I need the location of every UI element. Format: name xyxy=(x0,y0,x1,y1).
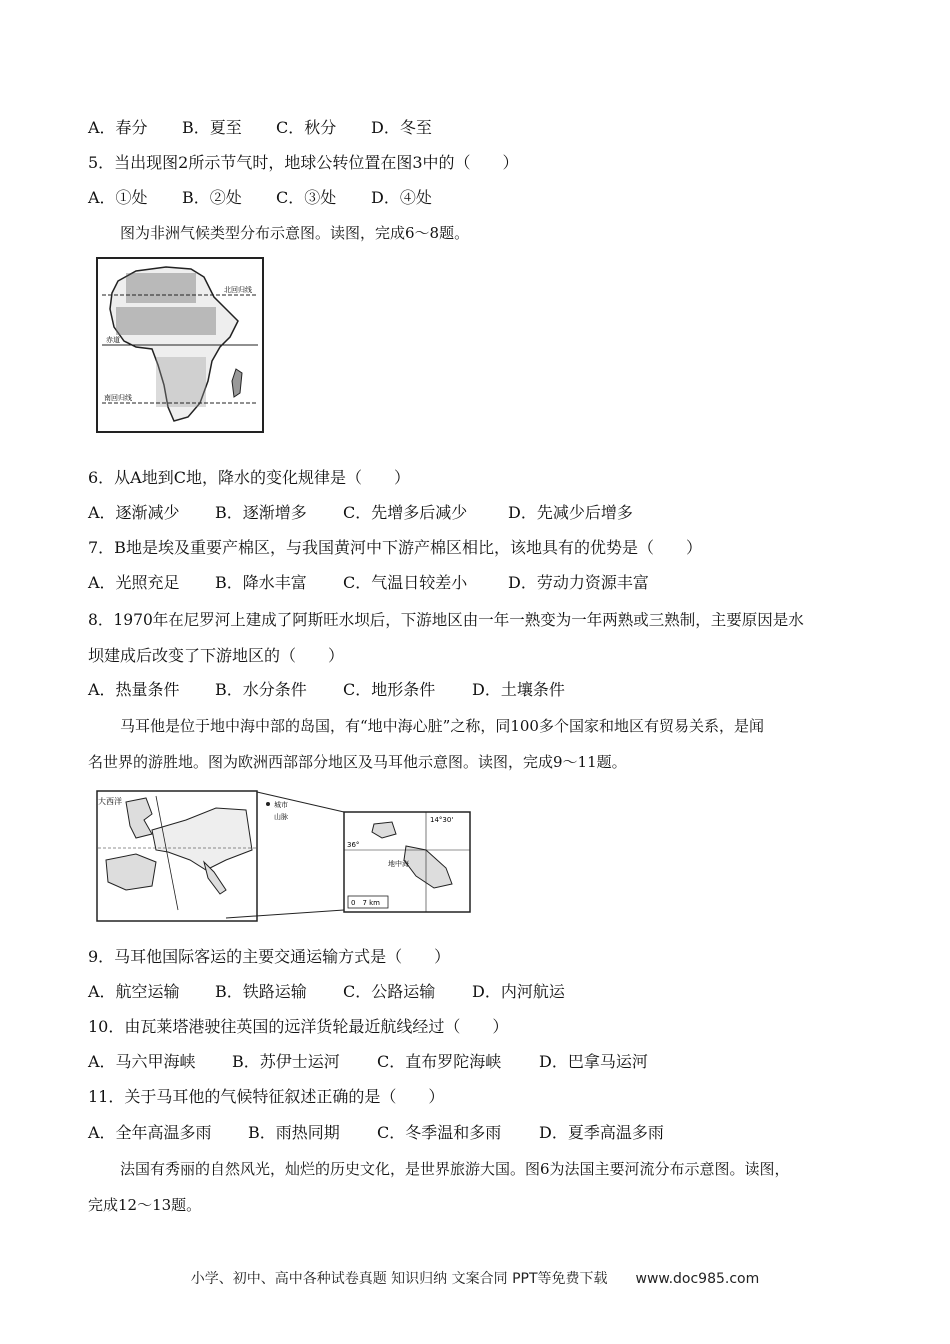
q8-option-d: D．土壤条件 xyxy=(472,680,565,699)
france-intro-line1: 法国有秀丽的自然风光，灿烂的历史文化，是世界旅游大国。图6为法国主要河流分布示意图。读图， xyxy=(120,1160,790,1178)
q5-option-c: C．③处 xyxy=(276,188,337,207)
q6-option-b: B．逐渐增多 xyxy=(215,503,307,522)
q10-option-a: A．马六甲海峡 xyxy=(88,1052,196,1071)
q6-option-c: C．先增多后减少 xyxy=(343,503,468,522)
ocean-label: 大西洋 xyxy=(98,797,122,806)
q9-option-a: A．航空运输 xyxy=(88,982,180,1001)
q10-option-c: C．直布罗陀海峡 xyxy=(377,1052,502,1071)
sea-label: 地中海 xyxy=(388,860,409,868)
q10-options xyxy=(88,1051,648,1073)
latitude-label: 36° xyxy=(347,841,360,849)
q7-option-a: A．光照充足 xyxy=(88,573,180,592)
q4-option-a: A．春分 xyxy=(88,118,148,137)
africa-climate-map xyxy=(96,257,264,433)
q11-option-a: A．全年高温多雨 xyxy=(88,1123,212,1142)
q6-option-d: D．先减少后增多 xyxy=(508,503,633,522)
q8-stem-line1: 8．1970年在尼罗河上建成了阿斯旺水坝后，下游地区由一年一熟变为一年两熟或三熟制，主要原因是水 xyxy=(88,611,804,629)
longitude-label: 14°30' xyxy=(430,816,454,824)
africa-tropic-capricorn-label: 南回归线 xyxy=(104,394,132,402)
q11-stem: 11．关于马耳他的气候特征叙述正确的是（ ） xyxy=(88,1087,445,1106)
q11-option-b: B．雨热同期 xyxy=(248,1123,340,1142)
q4-option-c: C．秋分 xyxy=(276,118,337,137)
q7-option-b: B．降水丰富 xyxy=(215,573,307,592)
q8-options xyxy=(88,679,565,701)
legend-mountain: 山脉 xyxy=(274,813,288,821)
q7-stem: 7．B地是埃及重要产棉区，与我国黄河中下游产棉区相比，该地具有的优势是（ ） xyxy=(88,538,702,557)
q8-option-c: C．地形条件 xyxy=(343,680,436,699)
malta-intro-line1: 马耳他是位于地中海中部的岛国，有“地中海心脏”之称，同100多个国家和地区有贸易关系，是闻 xyxy=(120,717,764,735)
q7-options xyxy=(88,572,649,594)
q9-options xyxy=(88,981,565,1003)
q10-option-b: B．苏伊士运河 xyxy=(232,1052,340,1071)
q6-options xyxy=(88,502,633,524)
q6-option-a: A．逐渐减少 xyxy=(88,503,180,522)
france-intro-line2: 完成12～13题。 xyxy=(88,1196,202,1214)
europe-malta-map xyxy=(96,790,472,924)
q5-stem: 5．当出现图2所示节气时，地球公转位置在图3中的（ ） xyxy=(88,153,519,172)
q8-option-a: A．热量条件 xyxy=(88,680,180,699)
africa-equator-label: 赤道 xyxy=(106,336,120,344)
q11-options xyxy=(88,1122,664,1144)
africa-tropic-cancer-label: 北回归线 xyxy=(224,286,252,294)
q11-option-d: D．夏季高温多雨 xyxy=(539,1123,664,1142)
q9-option-c: C．公路运输 xyxy=(343,982,436,1001)
q5-option-b: B．②处 xyxy=(182,188,242,207)
africa-intro: 图为非洲气候类型分布示意图。读图，完成6～8题。 xyxy=(120,224,470,242)
q4-option-d: D．冬至 xyxy=(371,118,432,137)
q5-option-a: A．①处 xyxy=(88,188,148,207)
q9-option-d: D．内河航运 xyxy=(472,982,565,1001)
q5-option-d: D．④处 xyxy=(371,188,432,207)
legend-city: 城市 xyxy=(274,801,288,809)
q7-option-d: D．劳动力资源丰富 xyxy=(508,573,649,592)
q11-option-c: C．冬季温和多雨 xyxy=(377,1123,502,1142)
q9-stem: 9．马耳他国际客运的主要交通运输方式是（ ） xyxy=(88,947,451,966)
q10-option-d: D．巴拿马运河 xyxy=(539,1052,648,1071)
q10-stem: 10．由瓦莱塔港驶往英国的远洋货轮最近航线经过（ ） xyxy=(88,1017,509,1036)
page-footer: 小学、初中、高中各种试卷真题 知识归纳 文案合同 PPT等免费下载 www.doc985.com xyxy=(190,1271,760,1287)
q4-options xyxy=(88,117,432,139)
q9-option-b: B．铁路运输 xyxy=(215,982,307,1001)
scale-label: 0 7 km xyxy=(351,899,381,907)
q6-stem: 6．从A地到C地，降水的变化规律是（ ） xyxy=(88,468,410,487)
q4-option-b: B．夏至 xyxy=(182,118,242,137)
q8-stem-line2: 坝建成后改变了下游地区的（ ） xyxy=(88,646,345,665)
q5-options xyxy=(88,187,432,209)
q7-option-c: C．气温日较差小 xyxy=(343,573,468,592)
q8-option-b: B．水分条件 xyxy=(215,680,307,699)
malta-intro-line2: 名世界的游胜地。图为欧洲西部部分地区及马耳他示意图。读图，完成9～11题。 xyxy=(88,753,627,771)
